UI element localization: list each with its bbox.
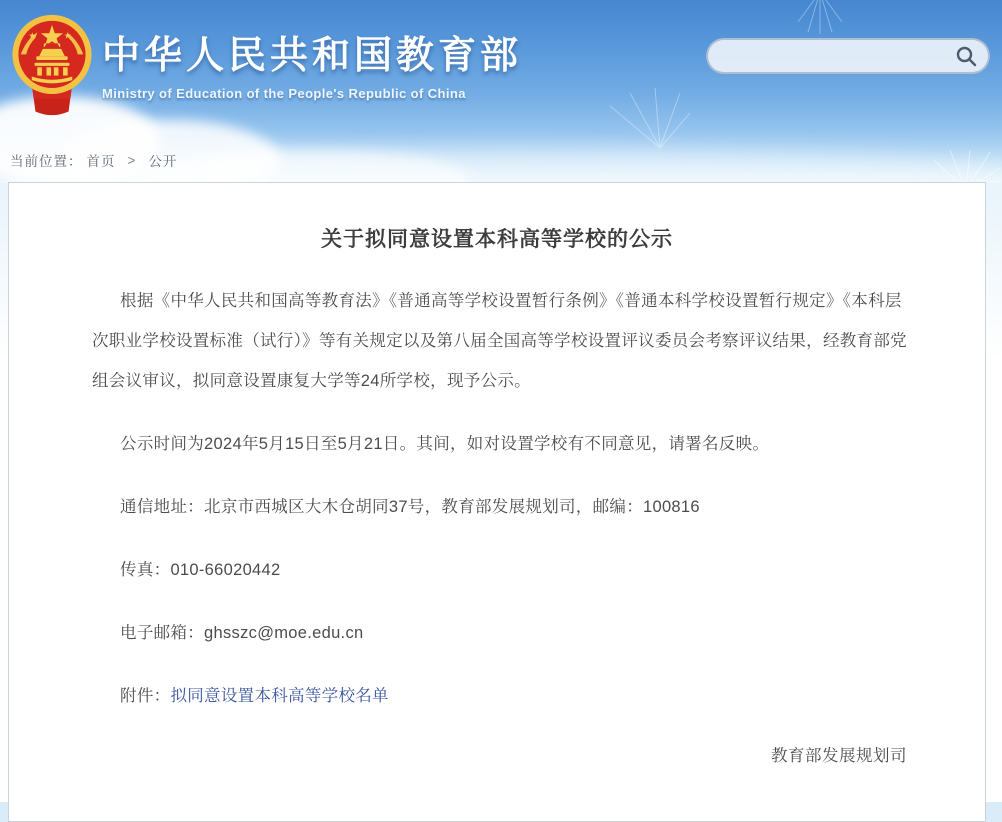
site-title: 中华人民共和国教育部: [102, 35, 523, 77]
article-paragraph: 根据《中华人民共和国高等教育法》《普通高等学校设置暂行条例》《普通本科学校设置暂行规定》《本科层次职业学校设置标准（试行）》等有关规定以及第八届全国高等学校设置评议委员会考察评议结果，经教育部党组会议审议，拟同意设置康复大学等24所学校，现予公示。: [92, 292, 907, 390]
attachment-label: 附件：: [120, 687, 171, 705]
attachment-line: [92, 676, 909, 716]
breadcrumb-section-link[interactable]: 公开: [148, 154, 178, 169]
chevron-right-icon: >: [127, 152, 137, 168]
dandelion-decoration: [930, 150, 1002, 183]
search-icon[interactable]: [954, 44, 978, 68]
article-body: [9, 281, 985, 716]
breadcrumb: [10, 150, 177, 170]
article-paragraph: 电子邮箱：ghsszc@moe.edu.cn: [120, 624, 364, 642]
attachment-link[interactable]: 拟同意设置本科高等学校名单: [170, 687, 389, 705]
site-subtitle: Ministry of Education of the People's Republic of China: [102, 86, 466, 101]
dandelion-decoration: [790, 0, 850, 38]
article-paragraph: 公示时间为2024年5月15日至5月21日。其间，如对设置学校有不同意见，请署名反映。: [120, 435, 770, 453]
article-paragraph: 通信地址：北京市西城区大木仓胡同37号，教育部发展规划司，邮编：100816: [120, 498, 700, 516]
national-emblem: [6, 12, 98, 118]
search-box[interactable]: [706, 38, 990, 74]
search-input[interactable]: [722, 42, 952, 70]
breadcrumb-home-link[interactable]: 首页: [86, 154, 116, 169]
dandelion-decoration: [600, 88, 690, 148]
banner: [0, 0, 1002, 183]
article-card: [8, 182, 986, 822]
site-branding: [102, 24, 522, 101]
article-title: 关于拟同意设置本科高等学校的公示: [321, 228, 673, 251]
signature: 教育部发展规划司: [771, 747, 907, 765]
breadcrumb-prefix: 当前位置：: [10, 154, 83, 169]
article-paragraph: 传真：010-66020442: [120, 561, 281, 579]
